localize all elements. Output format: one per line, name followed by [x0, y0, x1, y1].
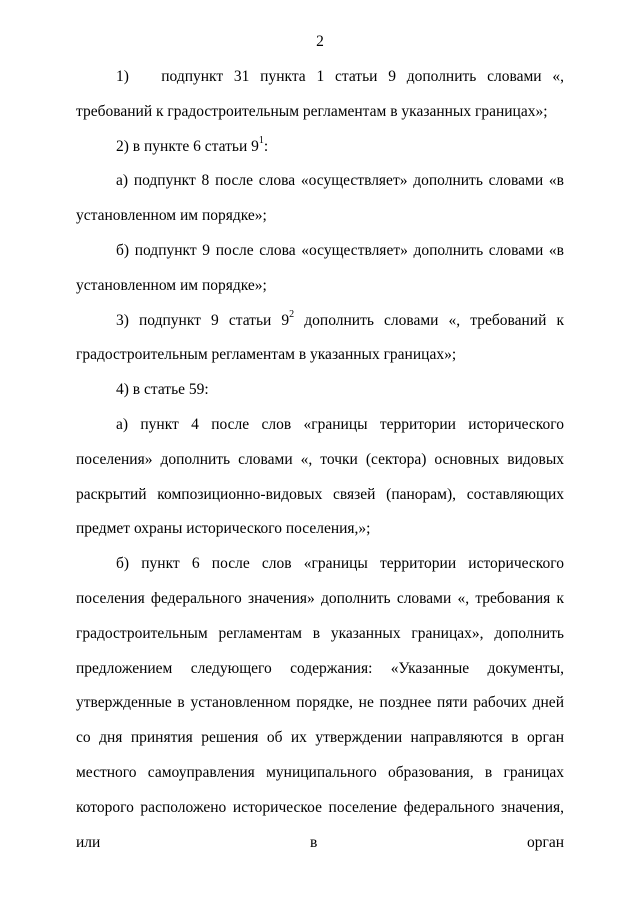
paragraph-7: а) пункт 4 после слов «границы территории исторического поселения» дополнить словами «, точки (сектора) основных видовых раскрытий композиционно-видовых связей (панорам), составляющих предмет охраны исторического поселения,»;	[76, 415, 564, 538]
paragraph-1: 1) подпункт 31 пункта 1 статьи 9 дополнить словами «, требований к градостроительным регламентам в указанных границах»;	[76, 68, 564, 120]
paragraph-2-superscript: 1	[258, 135, 264, 147]
paragraph-3: а) подпункт 8 после слова «осуществляет» дополнить словами «в установленном им порядке»;	[76, 172, 564, 225]
paragraph-5	[76, 304, 564, 374]
paragraph-6: 4) в статье 59:	[116, 381, 209, 399]
paragraph-2-tail: :	[263, 137, 269, 155]
paragraph-2	[76, 130, 564, 165]
document-body	[76, 60, 564, 860]
paragraph-4: б) подпункт 9 после слова «осуществляет» дополнить словами «в установленном им порядке»;	[76, 241, 564, 294]
paragraph-5-text-b: дополнить словами «, требований к градостроительным регламентам в указанных границах»;	[76, 311, 565, 364]
paragraph-5-superscript: 2	[289, 309, 295, 321]
paragraph-8: б) пункт 6 после слов «границы территории исторического поселения федерального значения» дополнить словами «, требования к градостроительным регламентам в указанных границах», дополнить предложением следующего содержания: «Указанные документы, утвержденные в установленном порядке, не позднее пяти рабочих дней со дня принятия решения об их утверждении направляются в орган местного самоуправления муниципального образования, в границах которого расположено историческое поселение федерального значения, или в орган	[76, 555, 564, 851]
paragraph-2-text: 2) в пункте 6 статьи 9	[116, 137, 259, 155]
paragraph-5-text-a: 3) подпункт 9 статьи 9	[116, 311, 290, 329]
page-number: 2	[316, 33, 324, 50]
